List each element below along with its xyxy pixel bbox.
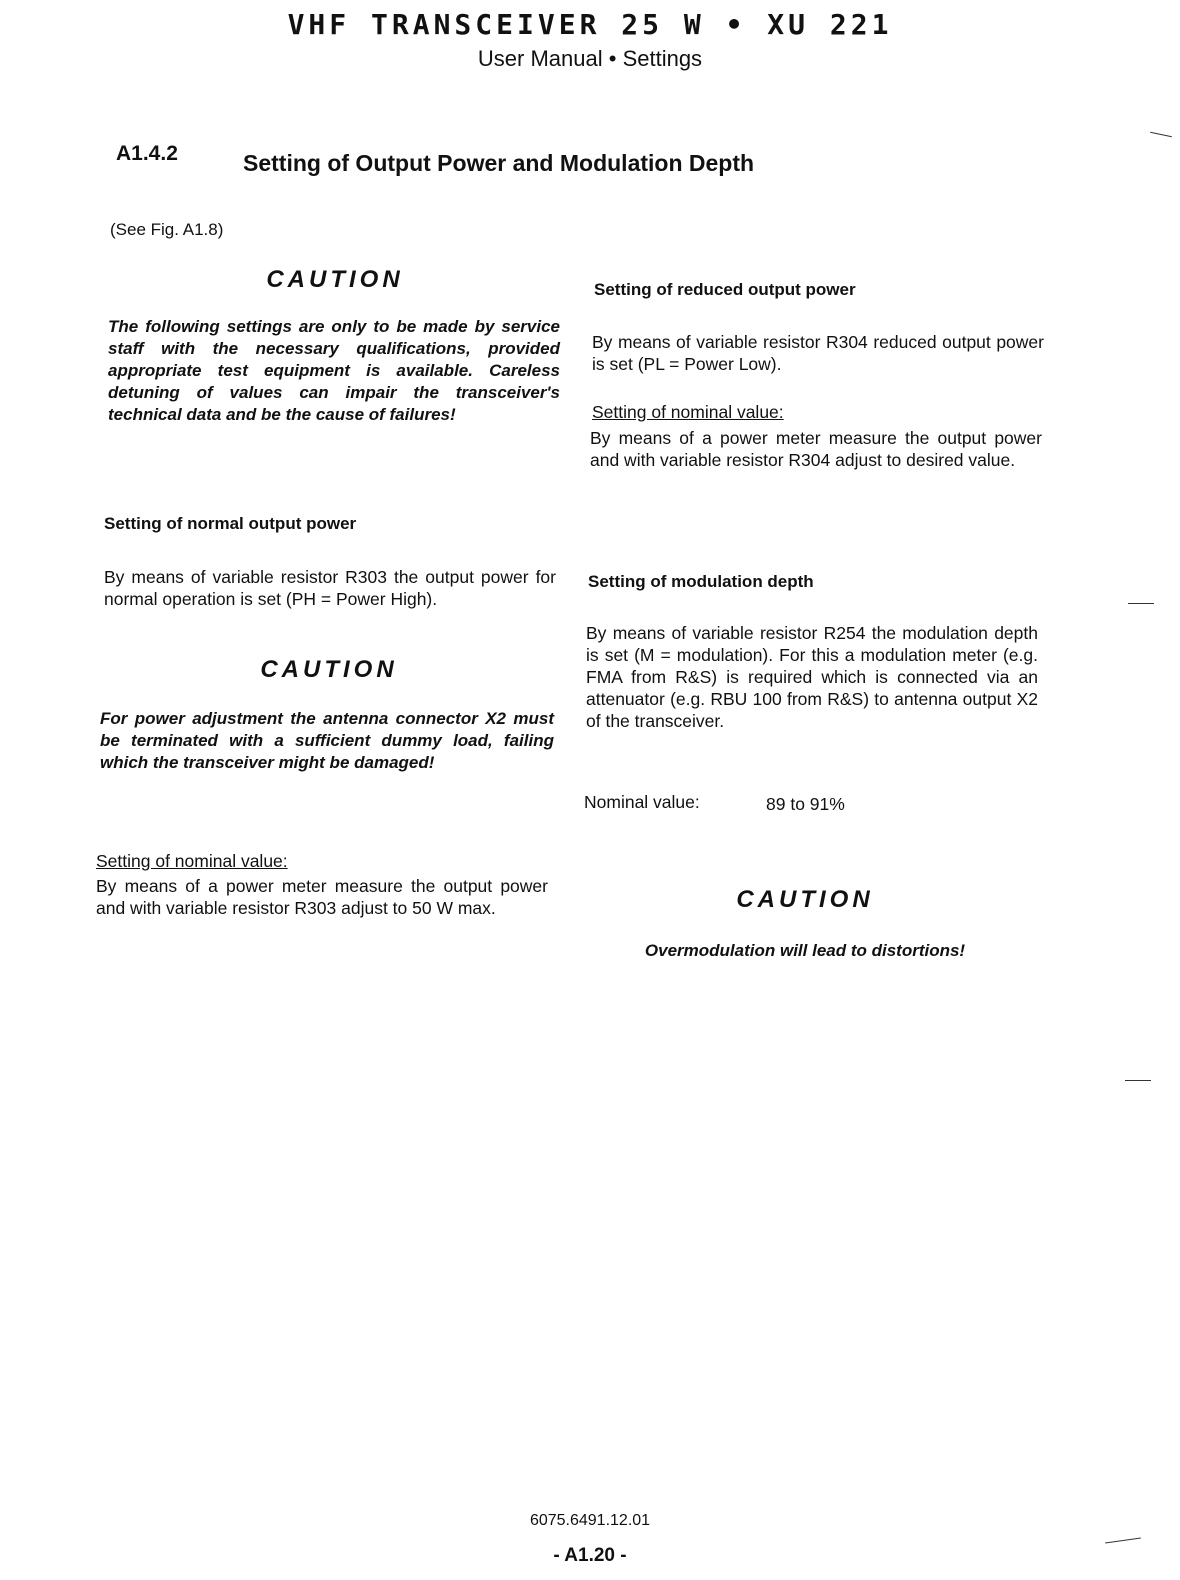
caution-text-overmodulation: Overmodulation will lead to distortions!	[644, 941, 966, 960]
figure-reference: (See Fig. A1.8)	[110, 220, 224, 239]
scan-edge-mark	[1150, 132, 1172, 138]
caution-heading-2: CAUTION	[260, 656, 398, 683]
nominal-value-heading-right: Setting of nominal value:	[592, 402, 784, 422]
scan-edge-mark	[1128, 603, 1154, 604]
section-number: A1.4.2	[116, 142, 178, 165]
page-number: - A1.20 -	[553, 1545, 627, 1566]
caution-text-dummy-load: For power adjustment the antenna connector X2 must be terminated with a sufficient dummy load, failing which the transceiver might be damaged!	[100, 709, 554, 772]
document-code: 6075.6491.12.01	[529, 1512, 651, 1529]
nominal-value-range: 89 to 91%	[766, 794, 845, 814]
document-subtitle: User Manual • Settings	[477, 46, 703, 71]
section-title: Setting of Output Power and Modulation Depth	[243, 150, 755, 176]
nominal-value-heading-left: Setting of nominal value:	[96, 851, 288, 871]
nominal-value-text-right: By means of a power meter measure the output power and with variable resistor R304 adjust to desired value.	[590, 428, 1042, 470]
scan-edge-mark	[1125, 1080, 1151, 1081]
normal-power-heading: Setting of normal output power	[104, 514, 357, 533]
normal-power-text: By means of variable resistor R303 the output power for normal operation is set (PH = Power High).	[104, 567, 556, 609]
modulation-depth-heading: Setting of modulation depth	[588, 572, 814, 591]
caution-heading-3: CAUTION	[736, 886, 874, 913]
nominal-value-text-left: By means of a power meter measure the output power and with variable resistor R303 adjust to 50 W max.	[96, 876, 548, 918]
caution-heading-1: CAUTION	[266, 266, 404, 293]
document-title: VHF TRANSCEIVER 25 W • XU 221	[287, 8, 893, 41]
reduced-power-text: By means of variable resistor R304 reduced output power is set (PL = Power Low).	[592, 332, 1044, 374]
modulation-depth-text: By means of variable resistor R254 the modulation depth is set (M = modulation). For this a modulation meter (e.g. FMA from R&S) is required which is connected via an attenuator (e.g. RBU 100 from R&S) to antenna output X2 of the transceiver.	[586, 623, 1038, 731]
scan-edge-mark	[1105, 1537, 1141, 1543]
nominal-value-label: Nominal value:	[584, 792, 700, 812]
caution-text-qualified-staff: The following settings are only to be made by service staff with the necessary qualifications, provided appropriate test equipment is available. Careless detuning of values can impair the transceiver's technical data and be the cause of failures!	[108, 317, 560, 424]
reduced-power-heading: Setting of reduced output power	[594, 280, 856, 299]
